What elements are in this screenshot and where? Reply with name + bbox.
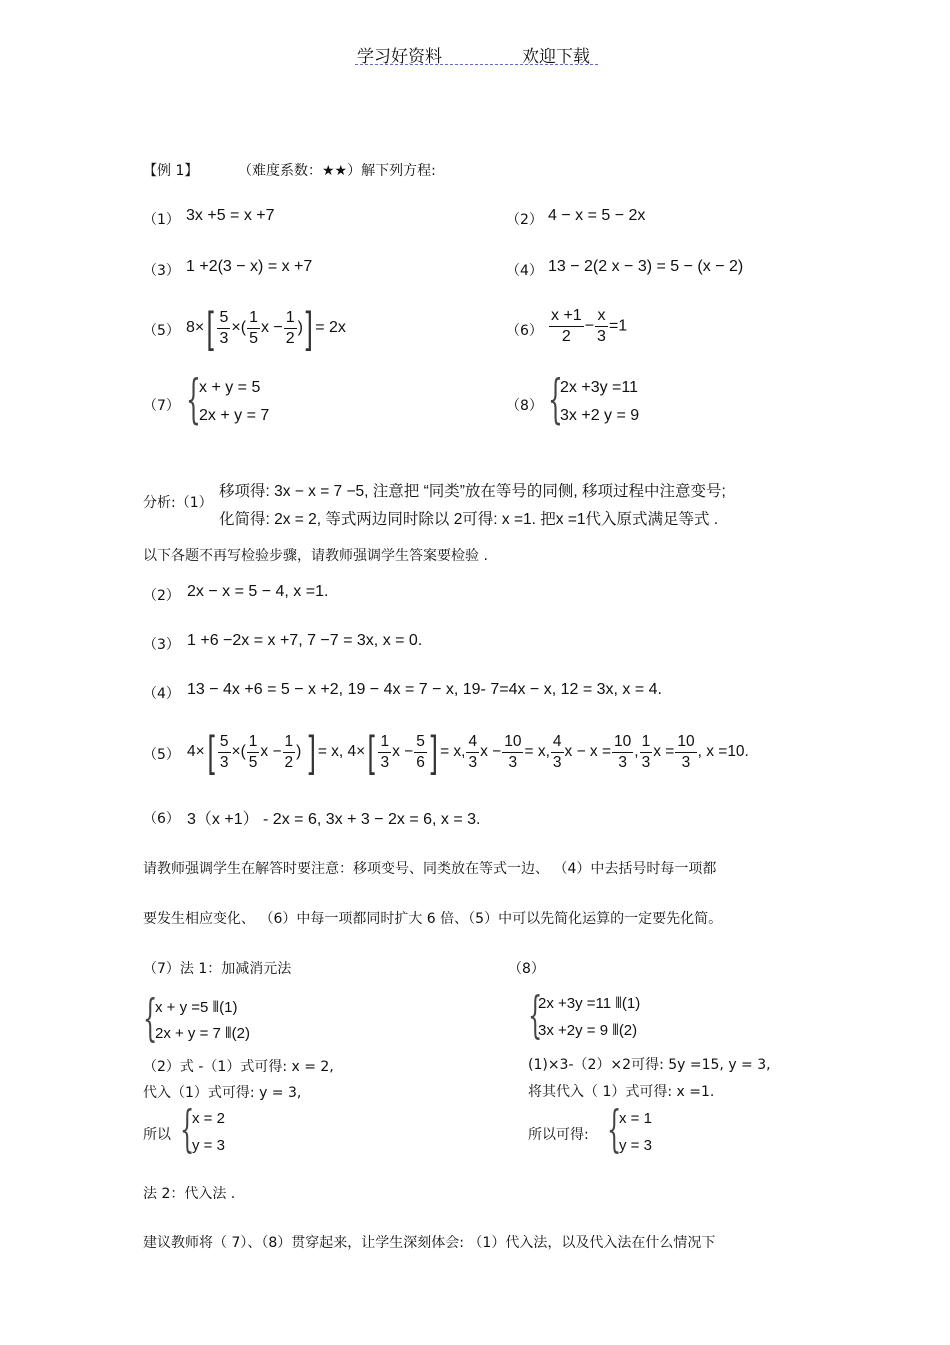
header-divider	[355, 64, 598, 65]
p6-minus: −	[584, 317, 595, 335]
header-left: 学习好资料	[357, 47, 442, 67]
sol8-step2: 将其代入（ 1）式可得: x =1.	[528, 1084, 715, 1100]
method2: 法 2：代入法 .	[143, 1186, 236, 1202]
sol8-so: 所以可得:	[528, 1127, 589, 1143]
p7-system	[186, 370, 306, 434]
sol8-line2: 3x +2y = 9 ⦀(2)	[538, 1022, 638, 1039]
sol7-system	[143, 989, 343, 1049]
brace-icon: {	[186, 370, 201, 430]
analysis-line2: 化简得: 2x = 2, 等式两边同时除以 2可得: x =1. 把x =1代入原式满足等式 .	[219, 511, 719, 528]
sol7-step2: 代入（1）式可得: y = 3,	[143, 1085, 302, 1101]
bracket-left: [	[206, 303, 215, 352]
sol7-result	[180, 1100, 260, 1160]
p1-eq: 3x +5 = x +7	[186, 207, 275, 224]
brace-icon: {	[143, 989, 158, 1047]
bracket-right: ]	[305, 303, 313, 352]
analysis-label: 分析:（1）	[143, 495, 213, 511]
p3-eq: 1 +2(3 − x) = x +7	[186, 258, 313, 275]
p7-line2: 2x + y = 7	[199, 407, 270, 424]
p6-rhs: =1	[608, 317, 628, 335]
analysis-line1: 移项得: 3x − x = 7 −5, 注意把 “同类”放在等号的同侧, 移项过程中注意变号;	[219, 483, 726, 500]
sol7-result-y: y = 3	[192, 1137, 225, 1154]
s5-eq: 4×[ $\frac{5}{3}$ ×( $\frac{1}{5}$ x − $\frac{1}{2}$ ) ] = x, 4×[ $\frac{1}{3}$ x − $\frac{5}{6}$ ] = x, $\frac{4}{3}$ x − $\frac{10}{3}$ = x, $\frac{4}{3}$ x − x = $\frac{10}{3}$ , $\frac{1}{3}$ x = $\frac{10}{3}$ , x =10.	[187, 727, 749, 776]
sol8-step1: (1)×3-（2）×2可得: 5y =15, y = 3,	[528, 1057, 771, 1073]
sol7-head: （7）法 1：加减消元法	[143, 961, 292, 977]
p8-num: （8）	[506, 398, 543, 414]
sol8-line1: 2x +3y =11 ⦀(1)	[538, 995, 641, 1012]
brace-icon: {	[607, 1100, 622, 1158]
header-right: 欢迎下载	[522, 47, 590, 67]
brace-icon: {	[528, 986, 543, 1044]
p8-line2: 3x +2 y = 9	[560, 407, 640, 424]
p5-eq	[186, 303, 346, 352]
suggestion: 建议教师将（ 7）、（8）贯穿起来，让学生深刻体会: （1）代入法，以及代入法在什么情况下	[143, 1235, 716, 1251]
s6-num: （6）	[143, 811, 180, 827]
p8-system	[548, 370, 688, 434]
p5-frac3: $\frac{1}{2}$	[285, 308, 295, 347]
sol7-line2: 2x + y = 7 ⦀(2)	[155, 1025, 250, 1042]
s5-num: （5）	[143, 747, 180, 763]
p5-x: x −	[260, 319, 283, 337]
p6-frac2: $\frac{x}{3}$	[597, 307, 606, 345]
s3-eq: 1 +6 −2x = x +7, 7 −7 = 3x, x = 0.	[187, 632, 423, 649]
s2-eq: 2x − x = 5 − 4, x =1.	[187, 583, 329, 600]
s4-eq: 13 − 4x +6 = 5 − x +2, 19 − 4x = 7 − x, 19- 7=4x − x, 12 = 3x, x = 4.	[187, 681, 662, 698]
brace-icon: {	[180, 1100, 195, 1158]
tip-line1: 请教师强调学生在解答时要注意：移项变号、同类放在等式一边、 （4）中去括号时每一项都	[143, 861, 717, 877]
tip-line2: 要发生相应变化、 （6）中每一项都同时扩大 6 倍、（5）中可以先简化运算的一定要先化简。	[143, 911, 723, 927]
s3-num: （3）	[143, 637, 180, 653]
p5-post: )	[297, 319, 303, 337]
s4-num: （4）	[143, 686, 180, 702]
sol7-result-x: x = 2	[192, 1110, 225, 1127]
p4-num: （4）	[506, 263, 543, 279]
example-title: 【例 1】	[143, 163, 199, 179]
bracket-left: [	[207, 727, 215, 776]
brace-icon: {	[548, 370, 563, 430]
sol8-result	[607, 1100, 687, 1160]
sol7-line1: x + y =5 ⦀(1)	[155, 999, 238, 1016]
bracket-left: [	[367, 727, 376, 776]
p5-num: （5）	[143, 323, 180, 339]
p5-pre: 8×	[186, 319, 205, 337]
p6-frac1: $\frac{x +1}{2}$	[551, 307, 582, 345]
difficulty: （难度系数：★★）解下列方程:	[238, 163, 436, 179]
p5-frac2: $\frac{1}{5}$	[249, 308, 258, 347]
sol8-head: （8）	[508, 961, 545, 977]
p2-eq: 4 − x = 5 − 2x	[548, 207, 646, 224]
sol7-step1: （2）式 -（1）式可得: x = 2,	[143, 1059, 334, 1075]
p5-mid: ×(	[231, 319, 247, 337]
analysis-note: 以下各题不再写检验步骤，请教师强调学生答案要检验 .	[143, 548, 488, 564]
p1-num: （1）	[143, 212, 180, 228]
p6-num: （6）	[506, 323, 543, 339]
p8-line1: 2x +3y =11	[560, 379, 638, 396]
p4-eq: 13 − 2(2 x − 3) = 5 − (x − 2)	[548, 258, 744, 275]
p6-eq	[548, 306, 627, 347]
bracket-right: ]	[308, 727, 316, 776]
p5-rhs: = 2x	[315, 319, 346, 337]
p7-line1: x + y = 5	[199, 379, 261, 396]
p2-num: （2）	[506, 212, 543, 228]
bracket-right: ]	[430, 727, 438, 776]
p5-frac1: $\frac{5}{3}$	[219, 308, 229, 347]
p3-num: （3）	[143, 263, 180, 279]
p7-num: （7）	[143, 398, 180, 414]
s6-eq: 3（x +1） - 2x = 6, 3x + 3 − 2x = 6, x = 3.	[187, 811, 481, 828]
sol7-so: 所以	[143, 1127, 171, 1143]
sol8-result-x: x = 1	[619, 1110, 652, 1127]
sol8-result-y: y = 3	[619, 1137, 652, 1154]
s2-num: （2）	[143, 588, 180, 604]
sol8-system	[528, 986, 728, 1046]
